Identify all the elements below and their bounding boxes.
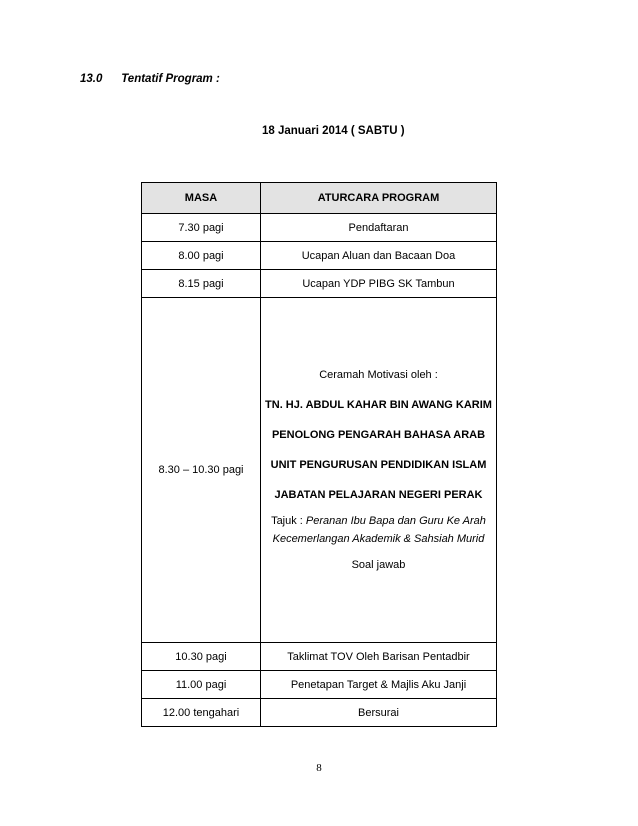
row-item: Ucapan Aluan dan Bacaan Doa — [261, 242, 497, 270]
table-row — [142, 214, 497, 242]
talk-topic — [265, 512, 492, 548]
program-table — [141, 182, 497, 727]
section-title: Tentatif Program : — [121, 73, 220, 85]
row-time: 11.00 pagi — [142, 671, 261, 699]
table-header-row — [142, 183, 497, 214]
row-item: Pendaftaran — [261, 214, 497, 242]
talk-time: 8.30 – 10.30 pagi — [142, 298, 261, 643]
row-item: Bersurai — [261, 699, 497, 727]
program-date: 18 Januari 2014 ( SABTU ) — [262, 125, 405, 137]
topic-title: Peranan Ibu Bapa dan Guru Ke Arah Kecemerlangan Akademik & Sahsiah Murid — [272, 515, 486, 545]
row-time: 12.00 tengahari — [142, 699, 261, 727]
speaker-department: JABATAN PELAJARAN NEGERI PERAK — [274, 489, 483, 501]
section-heading — [80, 73, 220, 85]
talk-qa: Soal jawab — [351, 559, 406, 571]
row-item: Taklimat TOV Oleh Barisan Pentadbir — [261, 643, 497, 671]
speaker-unit: UNIT PENGURUSAN PENDIDIKAN ISLAM — [270, 459, 487, 471]
header-aturcara: ATURCARA PROGRAM — [261, 183, 497, 214]
talk-details — [261, 298, 497, 643]
row-item: Ucapan YDP PIBG SK Tambun — [261, 270, 497, 298]
talk-row — [142, 298, 497, 643]
section-number: 13.0 — [80, 73, 103, 85]
table-row — [142, 671, 497, 699]
table-row — [142, 643, 497, 671]
row-time: 7.30 pagi — [142, 214, 261, 242]
talk-intro: Ceramah Motivasi oleh : — [319, 369, 438, 381]
table-row — [142, 699, 497, 727]
page-number: 8 — [316, 762, 322, 774]
speaker-position: PENOLONG PENGARAH BAHASA ARAB — [271, 429, 486, 441]
row-time: 10.30 pagi — [142, 643, 261, 671]
table-row — [142, 270, 497, 298]
row-time: 8.00 pagi — [142, 242, 261, 270]
row-time: 8.15 pagi — [142, 270, 261, 298]
speaker-name: TN. HJ. ABDUL KAHAR BIN AWANG KARIM — [265, 399, 492, 411]
table-row — [142, 242, 497, 270]
row-item: Penetapan Target & Majlis Aku Janji — [261, 671, 497, 699]
header-masa: MASA — [142, 183, 261, 214]
topic-label: Tajuk : — [271, 515, 303, 527]
